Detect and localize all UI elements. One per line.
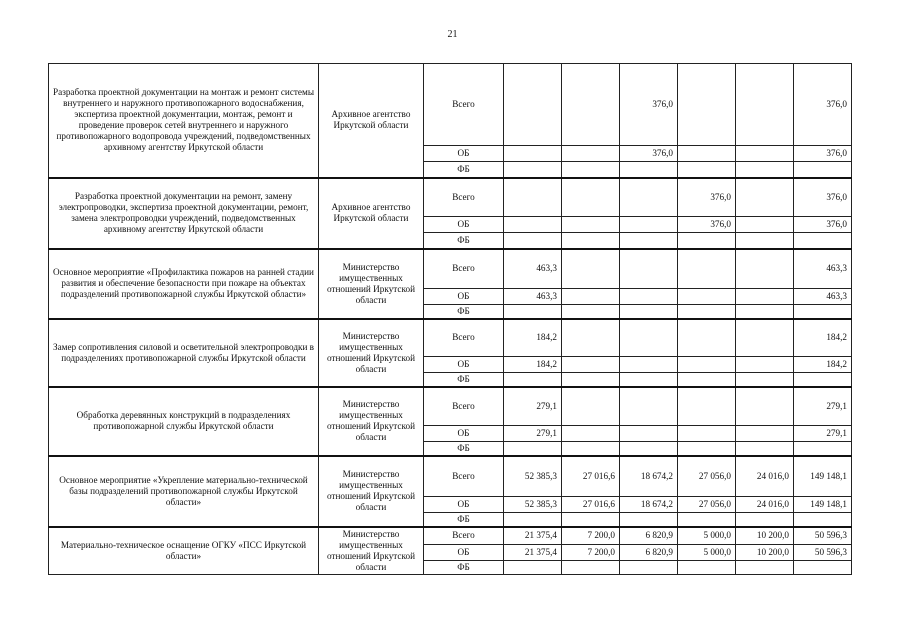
year-value: 24 016,0 [736, 456, 794, 497]
funding-source: Всего [424, 249, 504, 289]
year-value: 27 016,6 [562, 497, 620, 513]
measure-name: Разработка проектной документации на монтаж и ремонт системы внутреннего и наружного противопожарного водоснабжения, экспертиза проектной документации, монтаж, ремонт и проведение проверок сетей внутреннего и наружного противопожарного водопровода учреждений, подведомственных архивному агентству Иркутской области [49, 64, 319, 178]
year-value [736, 357, 794, 373]
table-row [49, 319, 852, 357]
year-value [562, 387, 620, 426]
year-value [620, 357, 678, 373]
year-value [678, 305, 736, 319]
year-value [620, 387, 678, 426]
total-value: 376,0 [794, 178, 852, 217]
year-value: 52 385,3 [504, 456, 562, 497]
year-value: 52 385,3 [504, 497, 562, 513]
year-value [678, 64, 736, 146]
funding-source: Всего [424, 64, 504, 146]
year-value: 279,1 [504, 387, 562, 426]
total-value [794, 513, 852, 527]
year-value [736, 64, 794, 146]
total-value: 463,3 [794, 249, 852, 289]
year-value [562, 442, 620, 456]
year-value [736, 162, 794, 178]
total-value: 184,2 [794, 357, 852, 373]
year-value [678, 561, 736, 575]
executor: Архивное агентство Иркутской области [319, 64, 424, 178]
year-value [678, 289, 736, 305]
year-value [678, 426, 736, 442]
year-value [736, 442, 794, 456]
year-value [562, 178, 620, 217]
year-value [504, 442, 562, 456]
measure-name: Основное мероприятие «Укрепление материально-технической базы подразделений противопожарной службы Иркутской области» [49, 456, 319, 527]
year-value [736, 305, 794, 319]
year-value [620, 426, 678, 442]
funding-source: ОБ [424, 497, 504, 513]
year-value [736, 561, 794, 575]
measure-name: Замер сопротивления силовой и осветительной электропроводки в подразделениях противопожарной службы Иркутской области [49, 319, 319, 387]
year-value [736, 249, 794, 289]
year-value [562, 513, 620, 527]
table-row [49, 527, 852, 545]
total-value [794, 373, 852, 387]
year-value [562, 233, 620, 249]
year-value [620, 289, 678, 305]
year-value [678, 387, 736, 426]
year-value: 376,0 [620, 64, 678, 146]
measure-name: Материально-техническое оснащение ОГКУ «ПСС Иркутской области» [49, 527, 319, 575]
year-value [736, 513, 794, 527]
year-value [562, 217, 620, 233]
year-value: 376,0 [678, 217, 736, 233]
year-value: 10 200,0 [736, 527, 794, 545]
table-body [49, 64, 852, 575]
year-value [736, 178, 794, 217]
year-value [678, 146, 736, 162]
year-value [736, 146, 794, 162]
funding-source: ОБ [424, 357, 504, 373]
year-value [504, 162, 562, 178]
year-value [562, 426, 620, 442]
year-value [736, 426, 794, 442]
year-value [562, 357, 620, 373]
year-value [504, 233, 562, 249]
year-value [678, 319, 736, 357]
table-row [49, 178, 852, 217]
year-value [562, 373, 620, 387]
table-row [49, 387, 852, 426]
funding-source: Всего [424, 178, 504, 217]
year-value [678, 162, 736, 178]
year-value [562, 319, 620, 357]
year-value [504, 217, 562, 233]
funding-source: ФБ [424, 305, 504, 319]
year-value [736, 217, 794, 233]
funding-source: ОБ [424, 426, 504, 442]
total-value: 376,0 [794, 64, 852, 146]
funding-source: Всего [424, 456, 504, 497]
year-value: 184,2 [504, 357, 562, 373]
total-value: 463,3 [794, 289, 852, 305]
funding-source: ФБ [424, 442, 504, 456]
year-value: 376,0 [620, 146, 678, 162]
year-value [504, 178, 562, 217]
year-value [620, 217, 678, 233]
year-value: 6 820,9 [620, 545, 678, 561]
total-value: 184,2 [794, 319, 852, 357]
total-value [794, 561, 852, 575]
program-table [48, 63, 852, 575]
year-value [504, 373, 562, 387]
total-value: 50 596,3 [794, 545, 852, 561]
measure-name: Обработка деревянных конструкций в подразделениях противопожарной службы Иркутской области [49, 387, 319, 456]
year-value [620, 305, 678, 319]
table-row [49, 249, 852, 289]
year-value [736, 373, 794, 387]
year-value [736, 387, 794, 426]
year-value [562, 64, 620, 146]
year-value [678, 373, 736, 387]
total-value: 376,0 [794, 217, 852, 233]
year-value: 24 016,0 [736, 497, 794, 513]
year-value [562, 305, 620, 319]
year-value [562, 146, 620, 162]
total-value: 279,1 [794, 387, 852, 426]
year-value [620, 233, 678, 249]
year-value: 376,0 [678, 178, 736, 217]
total-value [794, 442, 852, 456]
year-value: 463,3 [504, 249, 562, 289]
year-value: 7 200,0 [562, 527, 620, 545]
executor: Министерство имущественных отношений Иркутской области [319, 319, 424, 387]
total-value: 376,0 [794, 146, 852, 162]
year-value [620, 162, 678, 178]
total-value: 149 148,1 [794, 497, 852, 513]
executor: Министерство имущественных отношений Иркутской области [319, 387, 424, 456]
funding-source: ФБ [424, 513, 504, 527]
funding-source: ОБ [424, 289, 504, 305]
year-value: 18 674,2 [620, 456, 678, 497]
measure-name: Основное мероприятие «Профилактика пожаров на ранней стадии развития и обеспечение безопасности при пожаре на объектах подразделений противопожарной службы Иркутской области» [49, 249, 319, 319]
total-value: 50 596,3 [794, 527, 852, 545]
year-value: 27 056,0 [678, 456, 736, 497]
year-value [620, 178, 678, 217]
funding-source: ФБ [424, 561, 504, 575]
year-value [678, 233, 736, 249]
year-value [504, 146, 562, 162]
year-value: 5 000,0 [678, 527, 736, 545]
year-value [620, 249, 678, 289]
measure-name: Разработка проектной документации на ремонт, замену электропроводки, экспертиза проектной документации, ремонт, замена электропроводки учреждений, подведомственных архивному агентству Иркутской области [49, 178, 319, 249]
year-value [736, 289, 794, 305]
year-value: 10 200,0 [736, 545, 794, 561]
year-value [678, 249, 736, 289]
funding-source: ОБ [424, 146, 504, 162]
executor: Архивное агентство Иркутской области [319, 178, 424, 249]
funding-source: Всего [424, 527, 504, 545]
table-row [49, 64, 852, 146]
total-value [794, 162, 852, 178]
year-value: 463,3 [504, 289, 562, 305]
year-value [562, 162, 620, 178]
year-value [562, 289, 620, 305]
year-value: 18 674,2 [620, 497, 678, 513]
funding-source: Всего [424, 319, 504, 357]
total-value: 279,1 [794, 426, 852, 442]
executor: Министерство имущественных отношений Иркутской области [319, 249, 424, 319]
funding-source: ОБ [424, 217, 504, 233]
year-value [504, 513, 562, 527]
funding-source: ФБ [424, 162, 504, 178]
funding-source: ОБ [424, 545, 504, 561]
year-value: 27 016,6 [562, 456, 620, 497]
year-value [504, 561, 562, 575]
year-value: 184,2 [504, 319, 562, 357]
page-number: 21 [447, 29, 458, 40]
executor: Министерство имущественных отношений Иркутской области [319, 527, 424, 575]
year-value: 27 056,0 [678, 497, 736, 513]
year-value [678, 442, 736, 456]
year-value [620, 442, 678, 456]
year-value [504, 64, 562, 146]
year-value [678, 357, 736, 373]
total-value [794, 233, 852, 249]
funding-source: Всего [424, 387, 504, 426]
executor: Министерство имущественных отношений Иркутской области [319, 456, 424, 527]
year-value [678, 513, 736, 527]
year-value: 6 820,9 [620, 527, 678, 545]
year-value: 21 375,4 [504, 527, 562, 545]
year-value: 5 000,0 [678, 545, 736, 561]
year-value [620, 373, 678, 387]
year-value [736, 319, 794, 357]
year-value [736, 233, 794, 249]
funding-source: ФБ [424, 373, 504, 387]
year-value [562, 561, 620, 575]
funding-source: ФБ [424, 233, 504, 249]
year-value: 279,1 [504, 426, 562, 442]
year-value [562, 249, 620, 289]
year-value: 21 375,4 [504, 545, 562, 561]
year-value [620, 319, 678, 357]
year-value [620, 513, 678, 527]
year-value [504, 305, 562, 319]
year-value: 7 200,0 [562, 545, 620, 561]
table-row [49, 456, 852, 497]
year-value [620, 561, 678, 575]
total-value [794, 305, 852, 319]
total-value: 149 148,1 [794, 456, 852, 497]
